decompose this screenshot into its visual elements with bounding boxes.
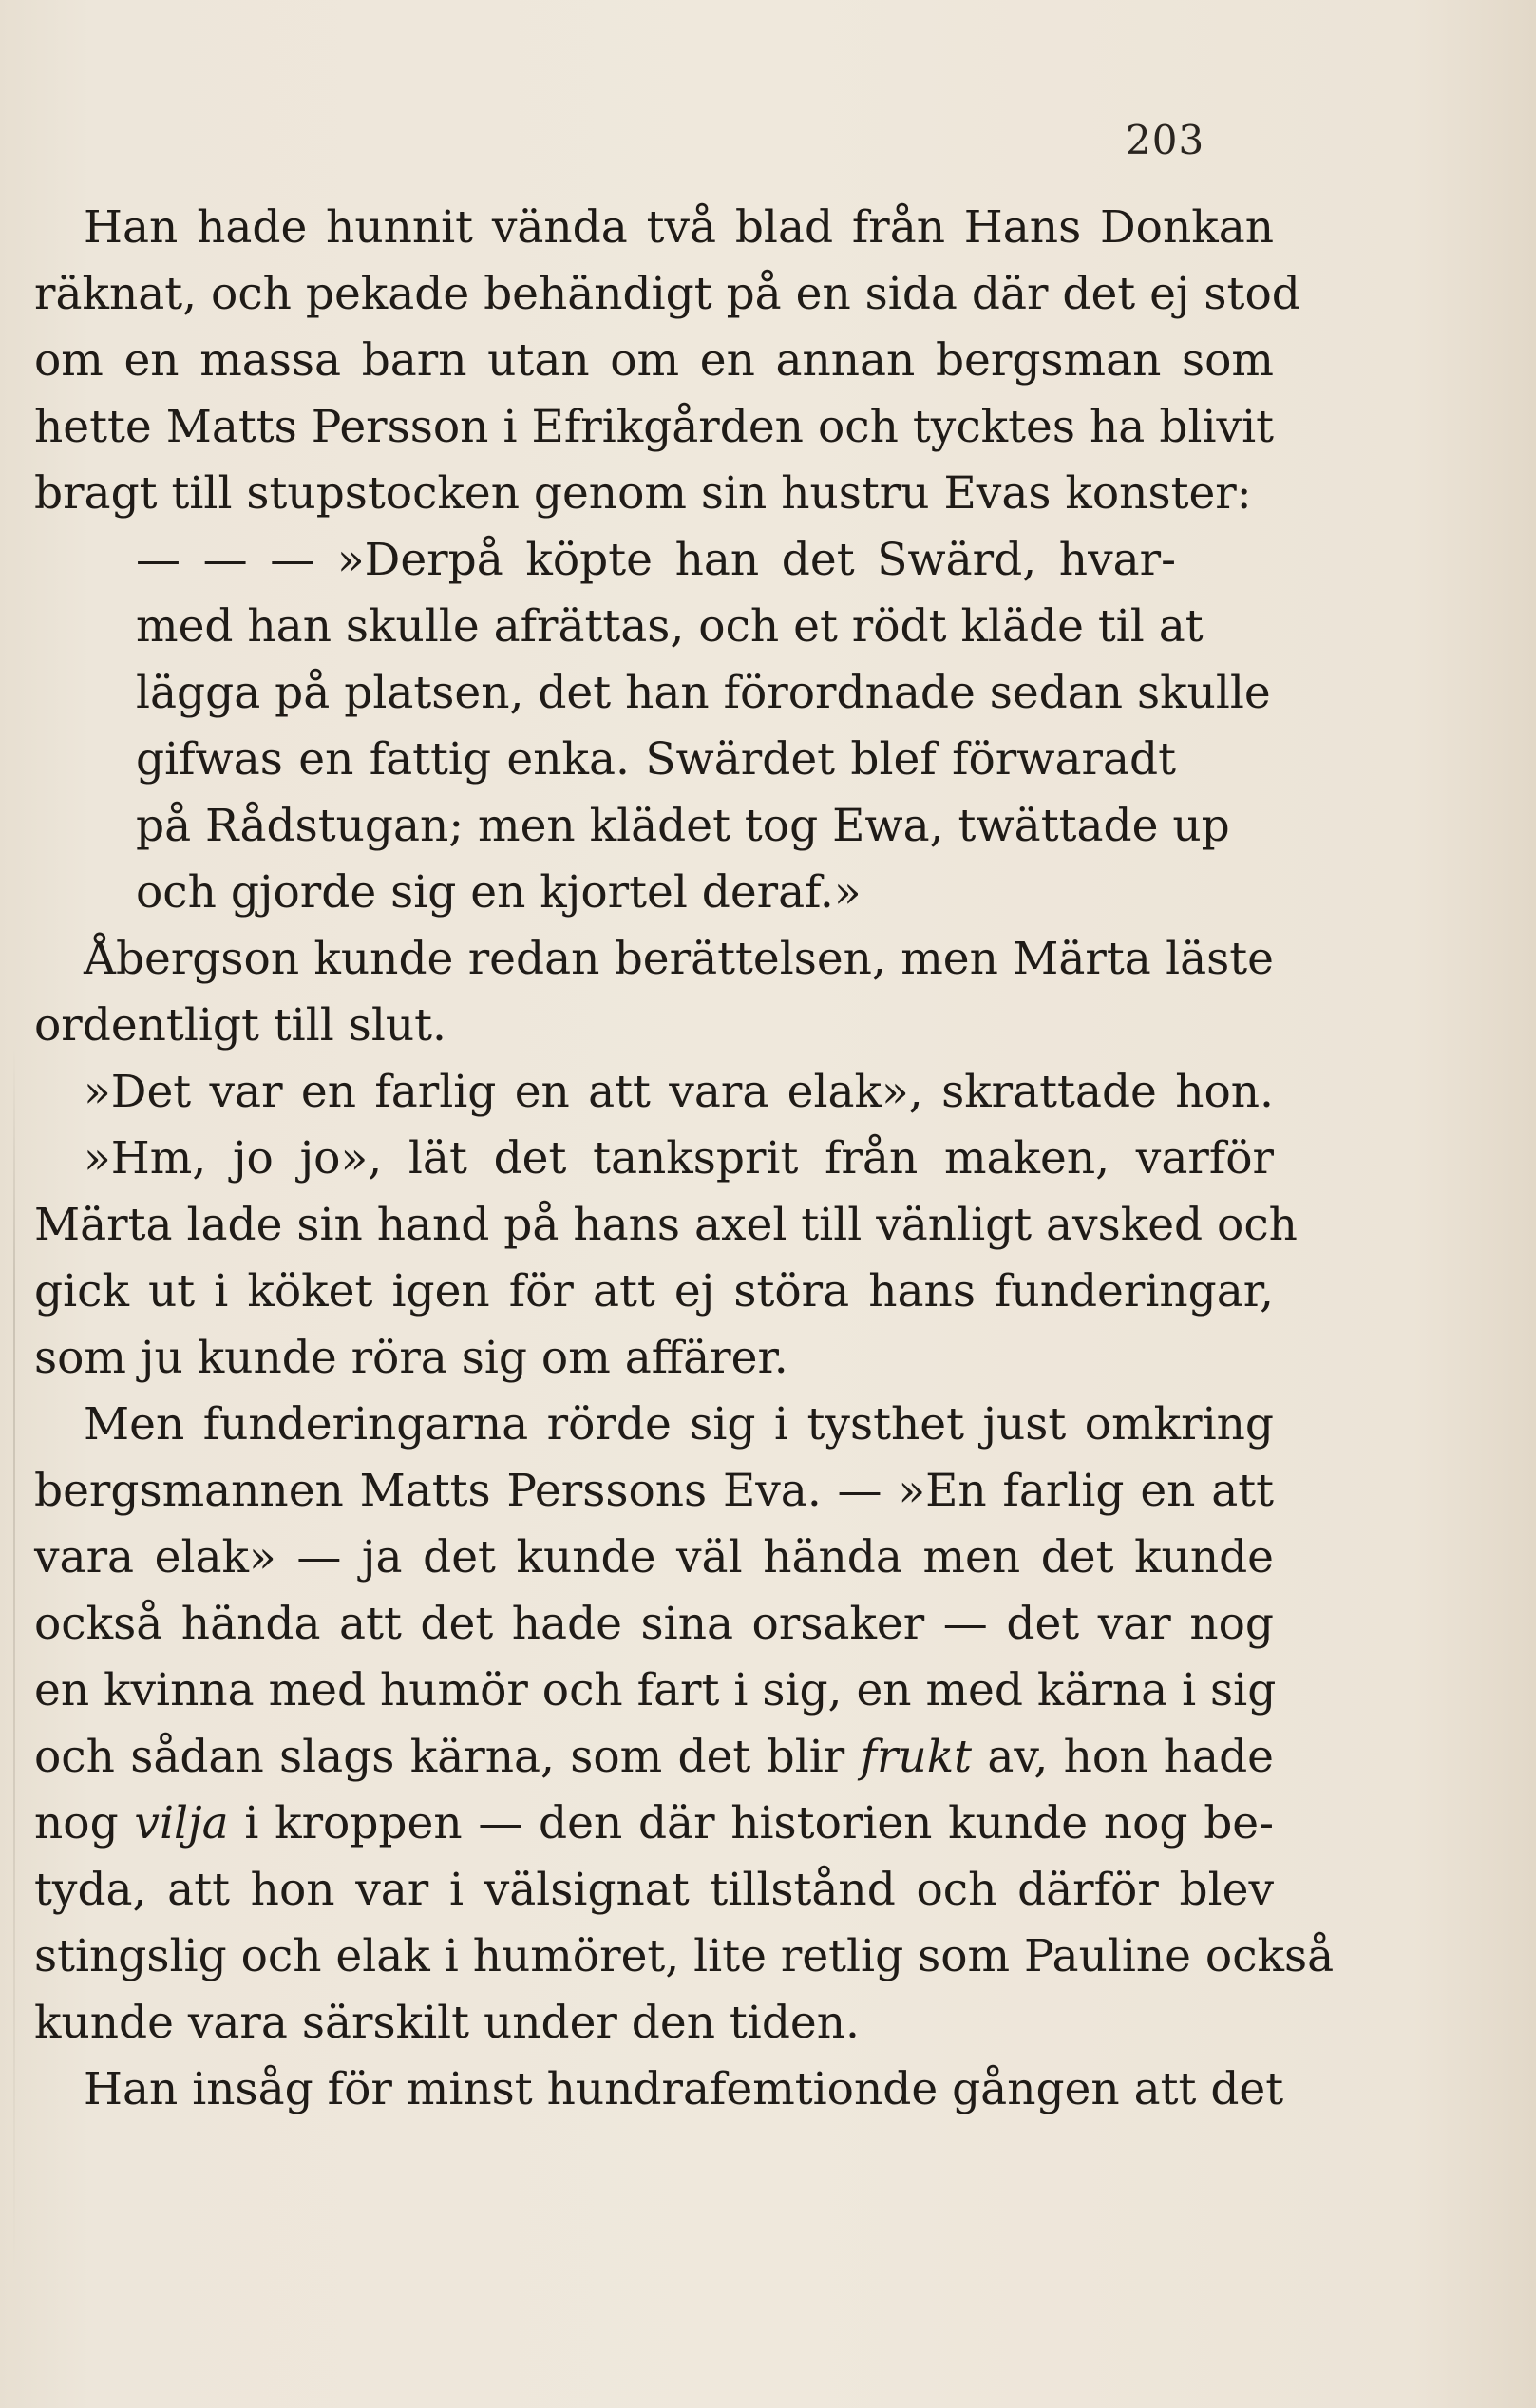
quote-line: med han skulle afrättas, och et rödt kläde til at <box>136 600 1204 653</box>
text-line: också hända att det hade sina orsaker — det var nog <box>34 1598 1274 1650</box>
quote-line: och gjorde sig en kjortel deraf.» <box>136 866 862 919</box>
text-segment: av, hon hade <box>987 1731 1274 1783</box>
text-line: Han insåg för minst hundrafemtionde gången att det <box>84 2063 1284 2115</box>
italic-word: frukt <box>860 1731 973 1783</box>
text-line: gick ut i köket igen för att ej störa hans funderingar, <box>34 1265 1274 1318</box>
text-line: om en massa barn utan om en annan bergsman som <box>34 334 1274 387</box>
text-line: Åbergson kunde redan berättelsen, men Märta läste <box>84 933 1274 985</box>
text-line: en kvinna med humör och fart i sig, en med kärna i sig <box>34 1664 1277 1716</box>
text-line: som ju kunde röra sig om affärer. <box>34 1332 788 1384</box>
text-line: kunde vara särskilt under den tiden. <box>34 1997 860 2049</box>
quote-line: lägga på platsen, det han förordnade sedan skulle <box>136 667 1271 719</box>
text-segment: och sådan slags kärna, som det blir <box>34 1731 845 1783</box>
text-line: Märta lade sin hand på hans axel till vänligt avsked och <box>34 1199 1298 1251</box>
quote-line: på Rådstugan; men klädet tog Ewa, twättade up <box>136 800 1230 852</box>
text-line: hette Matts Persson i Efrikgården och tycktes ha blivit <box>34 401 1274 453</box>
page-gutter-shadow <box>13 1045 15 2280</box>
text-line: räknat, och pekade behändigt på en sida där det ej stod <box>34 268 1300 320</box>
text-line: vara elak» — ja det kunde väl hända men det kunde <box>34 1531 1274 1583</box>
text-line: ordentligt till slut. <box>34 999 446 1052</box>
quote-line: — — — »Derpå köpte han det Swärd, hvar- <box>136 534 1176 586</box>
text-line-with-italic <box>34 1791 1274 1857</box>
text-segment: i kroppen — den där historien kunde nog be- <box>244 1797 1274 1849</box>
text-line: »Det var en farlig en att vara elak», skrattade hon. <box>84 1066 1274 1118</box>
text-line: tyda, att hon var i välsignat tillstånd och därför blev <box>34 1864 1274 1916</box>
text-line: bergsmannen Matts Perssons Eva. — »En farlig en att <box>34 1465 1274 1517</box>
text-line: bragt till stupstocken genom sin hustru Evas konster: <box>34 467 1252 520</box>
text-segment: nog <box>34 1797 119 1849</box>
page-number: 203 <box>1126 117 1205 163</box>
italic-word: vilja <box>134 1797 229 1849</box>
text-line: Han hade hunnit vända två blad från Hans Donkan <box>84 201 1274 254</box>
text-line-with-italic <box>34 1724 1274 1791</box>
text-line: »Hm, jo jo», lät det tanksprit från maken, varför <box>84 1132 1274 1185</box>
text-line: Men funderingarna rörde sig i tysthet just omkring <box>84 1398 1274 1450</box>
quote-line: gifwas en fattig enka. Swärdet blef förwaradt <box>136 733 1176 786</box>
text-line: stingslig och elak i humöret, lite retlig som Pauline också <box>34 1930 1335 1982</box>
